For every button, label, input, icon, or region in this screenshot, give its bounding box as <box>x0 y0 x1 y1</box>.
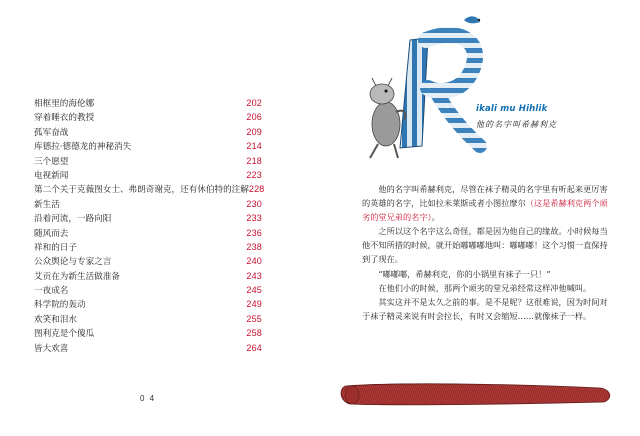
toc-entry-title: 第二个关于克薇图女士、弗朗奇谢克，还有休伯特的注解 <box>34 185 249 196</box>
toc-entry-page: 228 <box>248 184 265 195</box>
toc-entry-page: 218 <box>246 155 262 166</box>
page-number: 0 4 <box>140 394 156 403</box>
toc-entry-page: 233 <box>246 213 262 224</box>
toc-entry[interactable] <box>34 154 262 168</box>
paragraph-2: 之所以这个名字这么奇怪，都是因为他自己的缘故。小时候每当他不知所措的时候，就开始嘟嘟嘟地叫：嘟嘟嘟！这个习惯一直保持到了现在。 <box>362 226 608 265</box>
toc-entry-page: 243 <box>246 270 262 281</box>
toc-entry-page: 209 <box>246 126 262 137</box>
paragraph-4: 在他们小的时候，那两个顽劣的堂兄弟经常这样冲他喊叫。 <box>378 282 592 293</box>
toc-entry[interactable] <box>34 312 262 326</box>
paragraph-3: “嘟嘟嘟，希赫利克，你的小锅里有袜子一只！” <box>378 268 551 279</box>
toc-entry[interactable] <box>34 125 262 139</box>
toc-entry-title: 电视新闻 <box>34 170 69 181</box>
toc-entry[interactable] <box>34 240 262 254</box>
toc-entry[interactable] <box>34 182 265 196</box>
toc-entry-page: 236 <box>246 227 262 238</box>
toc-entry-page: 264 <box>246 342 262 353</box>
illustration-caption <box>476 104 557 130</box>
toc-entry-title: 一夜成名 <box>34 286 69 297</box>
paragraph-1-text: 他的名字叫希赫利克，尽管在袜子精灵的名字里有听起来更厉害的英雄的名字，比如拉米莱斯或者小图拉摩尔 <box>362 184 608 209</box>
paragraph-5: 其实这并不是太久之前的事。是不是呢？这很难说，因为时间对于袜子精灵来说有时会拉长，有时又会缩短……就像袜子一样。 <box>362 296 608 321</box>
caption-name: ikali mu Hihlik <box>476 104 548 114</box>
toc-entry[interactable] <box>34 168 262 182</box>
toc-entry-page: 258 <box>246 328 262 339</box>
red-sock-illustration <box>338 376 618 412</box>
toc-entry-title: 库德拉·德德龙的神秘消失 <box>34 142 132 153</box>
toc-entry[interactable] <box>34 297 262 311</box>
toc-entry-page: 214 <box>246 141 262 152</box>
toc-entry-title: 公众舆论与专家之言 <box>34 257 112 268</box>
toc-entry-title: 科学院的轰动 <box>34 300 86 311</box>
toc-entry-page: 230 <box>246 198 262 209</box>
toc-entry[interactable] <box>34 269 262 283</box>
toc-entry-page: 206 <box>246 112 262 123</box>
toc-entry-title: 祥和的日子 <box>34 242 77 253</box>
toc-entry-title: 皆大欢喜 <box>34 343 69 354</box>
table-of-contents <box>34 96 265 355</box>
caption-subtitle: 他的名字叫希赫利克 <box>476 120 557 129</box>
toc-entry-title: 新生活 <box>34 199 60 210</box>
toc-entry-title: 艾贡在为新生活做准备 <box>34 271 120 282</box>
toc-entry[interactable] <box>34 139 262 153</box>
paragraph-1 <box>362 182 612 224</box>
toc-entry[interactable] <box>34 197 262 211</box>
toc-entry[interactable] <box>34 226 262 240</box>
paragraph-1-note: （这是希赫利克两个顽劣的堂兄弟的名字） <box>362 198 608 223</box>
toc-entry[interactable] <box>34 341 262 355</box>
toc-entry-page: 238 <box>246 241 262 252</box>
toc-entry-title: 三个愿望 <box>34 156 69 167</box>
toc-entry[interactable] <box>34 283 262 297</box>
toc-entry-page: 255 <box>246 313 262 324</box>
toc-entry-title: 沿着河流，一路向阳 <box>34 214 112 225</box>
toc-entry-page: 249 <box>246 299 262 310</box>
paragraph-1-end: 。 <box>431 212 440 223</box>
toc-entry[interactable] <box>34 254 262 268</box>
body-text <box>362 182 612 323</box>
toc-entry-title: 相框里的海伦娜 <box>34 99 95 109</box>
toc-entry[interactable] <box>34 211 262 225</box>
toc-entry-page: 202 <box>246 98 262 108</box>
toc-entry[interactable] <box>34 110 262 124</box>
toc-entry-title: 图利克是个傻瓜 <box>34 329 95 340</box>
toc-entry-title: 随风而去 <box>34 228 69 239</box>
toc-entry-page: 223 <box>246 169 262 180</box>
toc-entry-page: 240 <box>246 256 262 267</box>
toc-entry[interactable] <box>34 96 262 110</box>
letter-r-sock-illustration <box>352 8 502 166</box>
toc-entry-title: 穿着睡衣的教授 <box>34 113 95 124</box>
toc-entry[interactable] <box>34 326 262 340</box>
toc-entry-title: 欢笑和泪水 <box>34 314 77 325</box>
toc-entry-page: 245 <box>246 285 262 296</box>
toc-entry-title: 孤军奋战 <box>34 127 69 138</box>
